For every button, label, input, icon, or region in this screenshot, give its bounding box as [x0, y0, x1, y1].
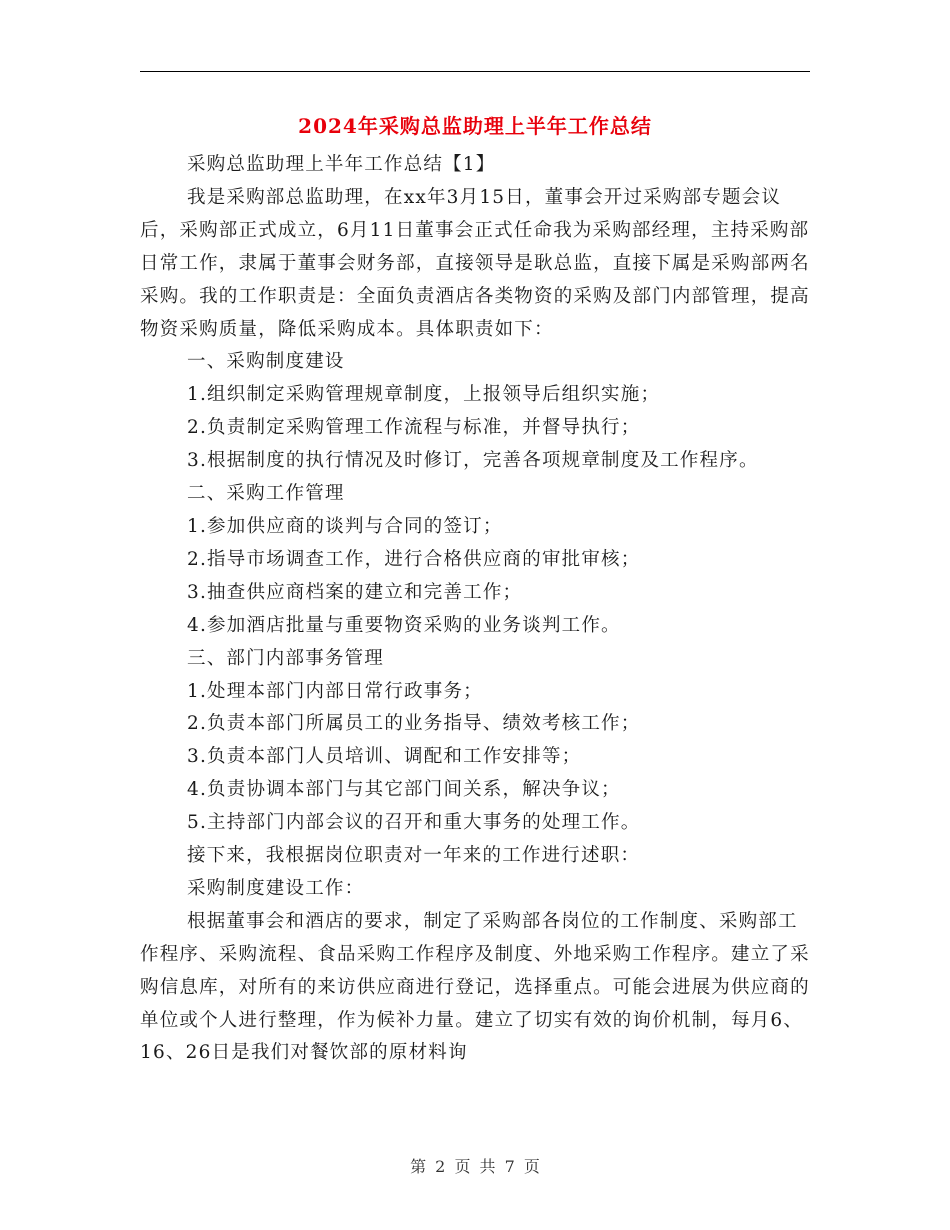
- page-number: 第 2 页 共 7 页: [410, 1157, 540, 1176]
- body-paragraph: 根据董事会和酒店的要求，制定了采购部各岗位的工作制度、采购部工作程序、采购流程、食品采购工作程序及制度、外地采购工作程序。建立了采购信息库，对所有的来访供应商进行登记，选择重点。可能会进展为供应商的单位或个人进行整理，作为候补力量。建立了切实有效的询价机制，每月6、16、26日是我们对餐饮部的原材料询: [140, 910, 810, 1064]
- list-item: 3.负责本部门人员培训、调配和工作安排等；: [187, 746, 582, 768]
- list-item: 2.负责本部门所属员工的业务指导、绩效考核工作；: [187, 713, 641, 735]
- document-title: 2024年采购总监助理上半年工作总结: [298, 114, 652, 138]
- list-item: 1.处理本部门内部日常行政事务；: [187, 680, 483, 702]
- body-paragraph: 我是采购部总监助理，在xx年3月15日，董事会开过采购部专题会议后，采购部正式成立，6月11日董事会正式任命我为采购部经理，主持采购部日常工作，隶属于董事会财务部，直接领导是耿总监，直接下属是采购部两名采购。我的工作职责是：全面负责酒店各类物资的采购及部门内部管理，提高物资采购质量，降低采购成本。具体职责如下：: [140, 186, 810, 340]
- section-heading: 一、采购制度建设: [187, 351, 345, 373]
- list-item: 4.参加酒店批量与重要物资采购的业务谈判工作。: [187, 614, 621, 636]
- list-item: 3.抽查供应商档案的建立和完善工作；: [187, 581, 523, 603]
- document-body: [140, 149, 810, 1070]
- body-paragraph: 接下来，我根据岗位职责对一年来的工作进行述职：: [187, 845, 641, 867]
- list-item: 5.主持部门内部会议的召开和重大事务的处理工作。: [187, 812, 641, 834]
- section-heading: 三、部门内部事务管理: [187, 647, 385, 669]
- section-heading: 二、采购工作管理: [187, 483, 345, 505]
- list-item: 1.参加供应商的谈判与合同的签订；: [187, 515, 503, 537]
- list-item: 2.负责制定采购管理工作流程与标准，并督导执行；: [187, 417, 641, 439]
- section-heading: 采购制度建设工作：: [187, 877, 365, 899]
- list-item: 1.组织制定采购管理规章制度，上报领导后组织实施；: [187, 384, 661, 406]
- header-rule: [140, 71, 810, 72]
- section-heading: 采购总监助理上半年工作总结【1】: [187, 154, 496, 175]
- list-item: 3.根据制度的执行情况及时修订，完善各项规章制度及工作程序。: [187, 450, 759, 472]
- list-item: 4.负责协调本部门与其它部门间关系，解决争议；: [187, 779, 621, 801]
- list-item: 2.指导市场调查工作，进行合格供应商的审批审核；: [187, 548, 641, 570]
